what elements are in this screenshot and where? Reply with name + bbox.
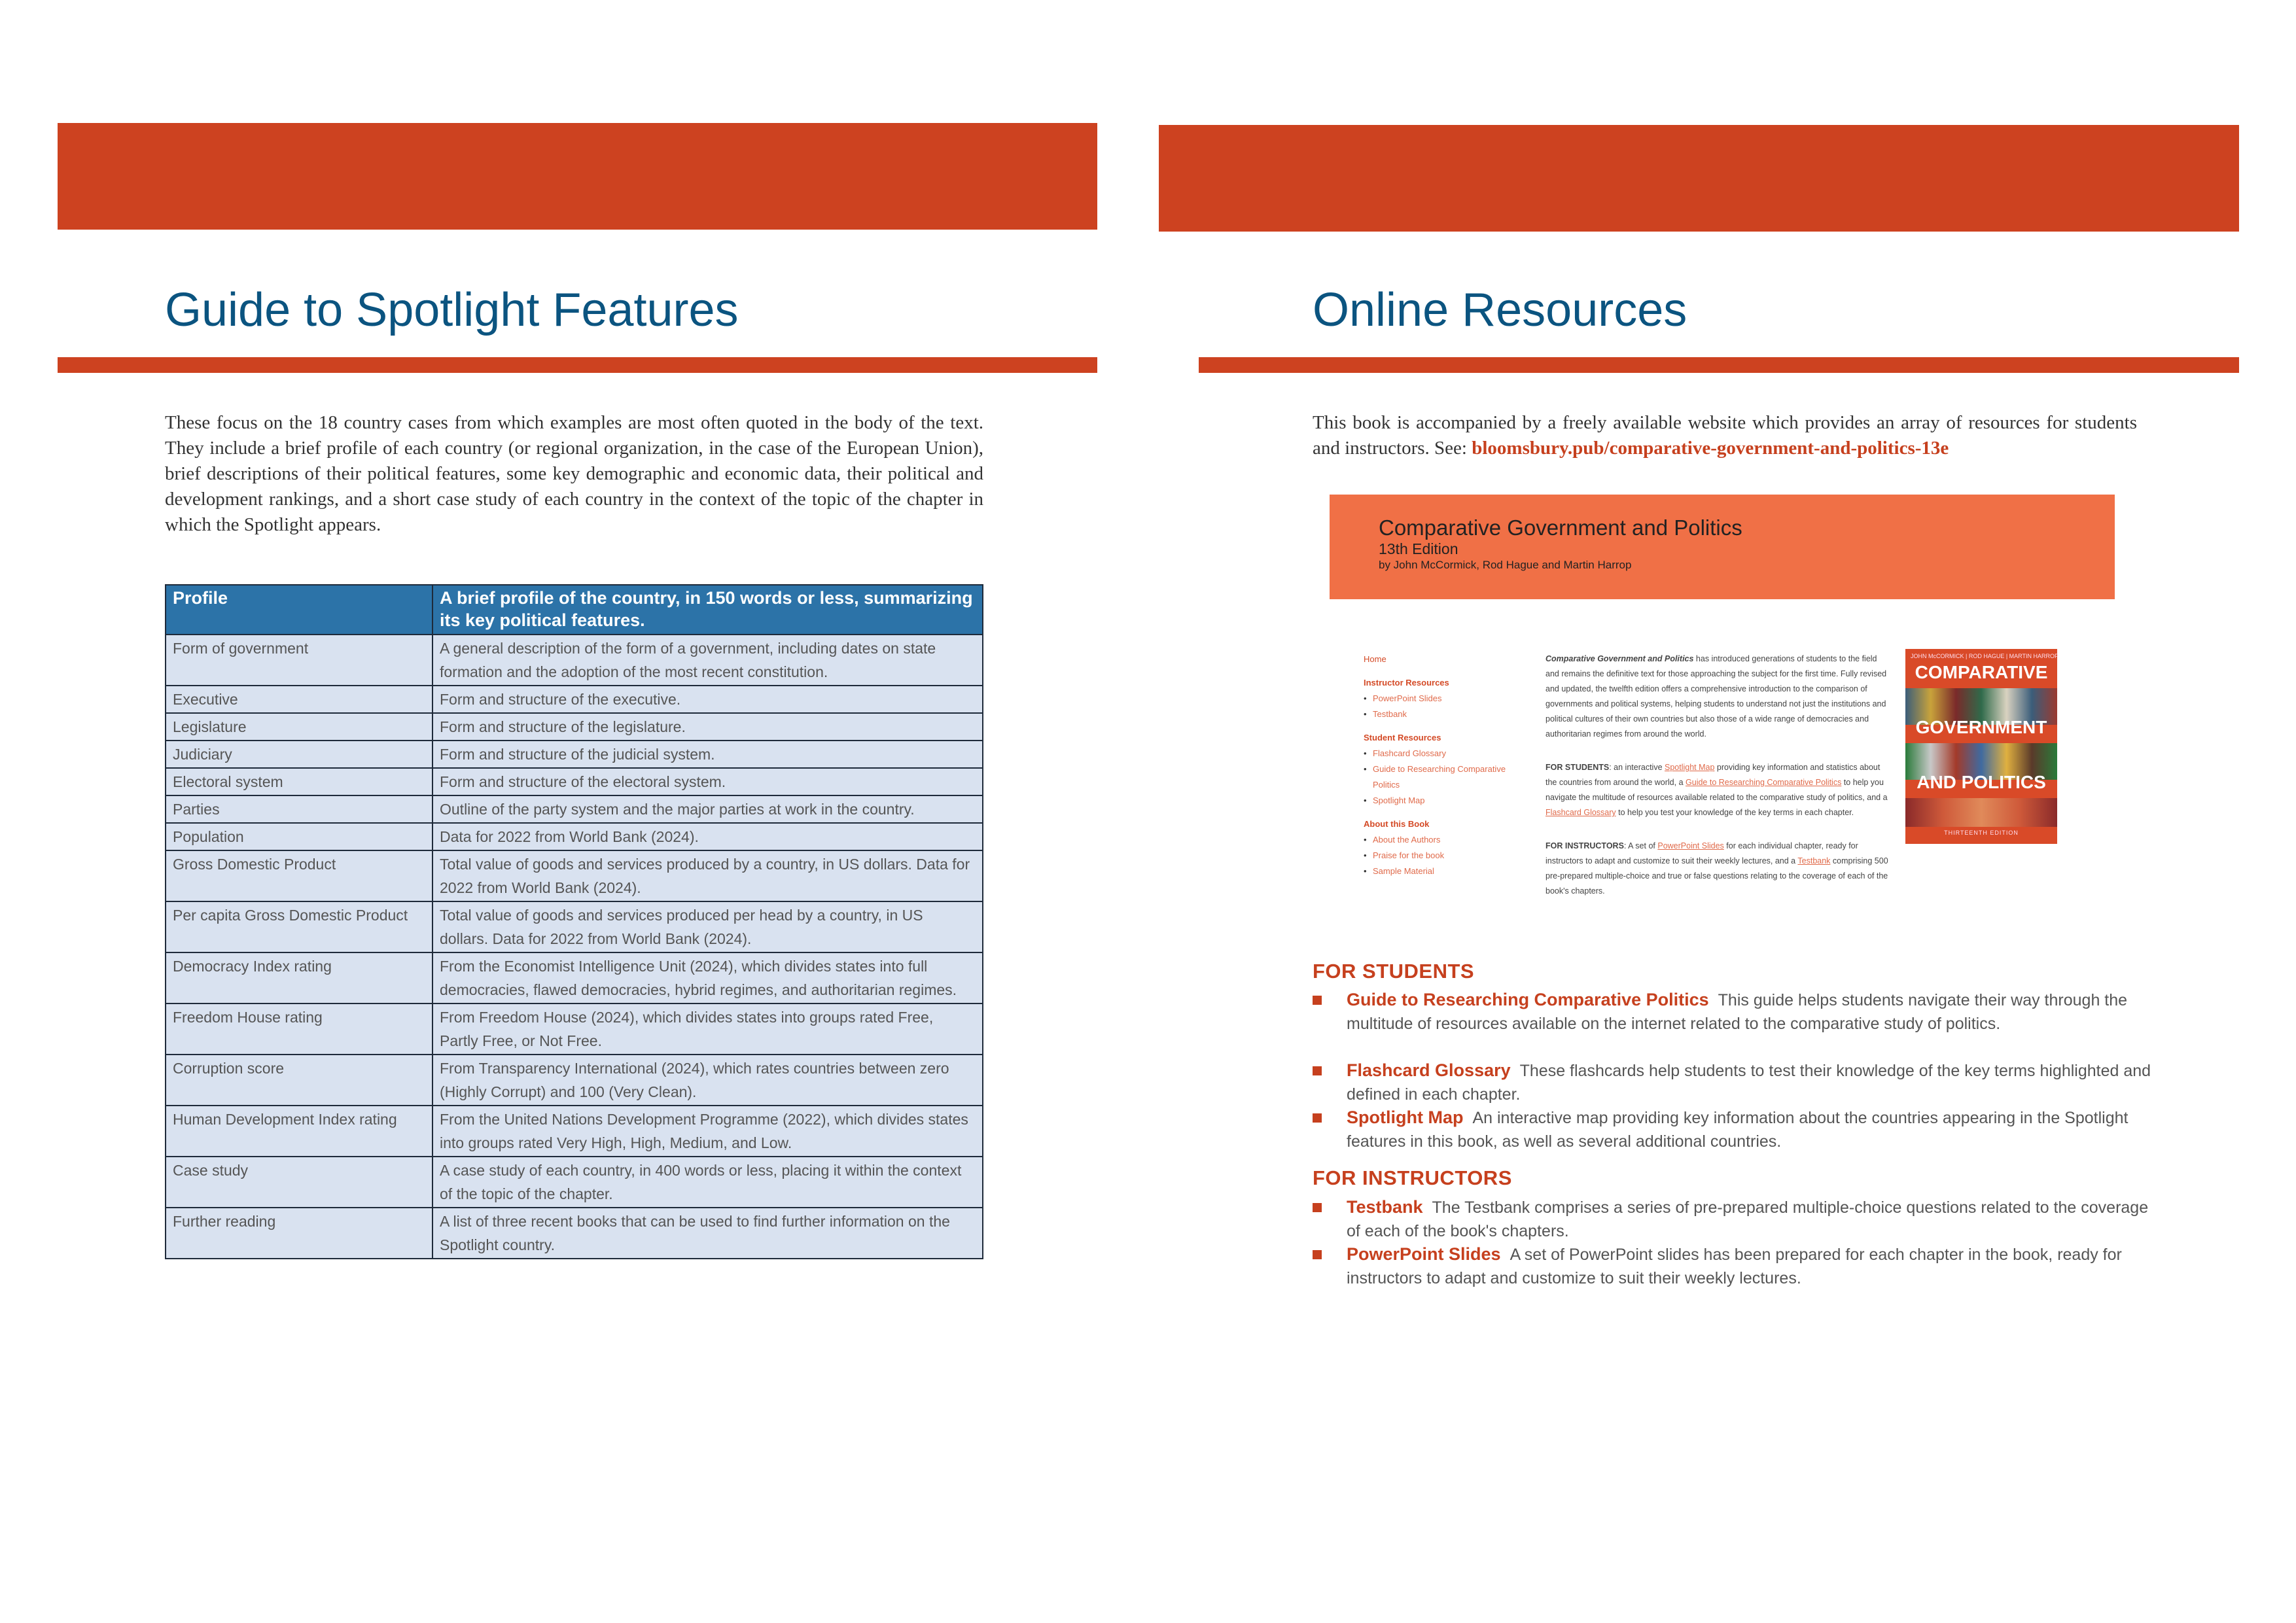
table-cell-description: Form and structure of the judicial system. — [433, 741, 983, 768]
table-cell-label: Legislature — [166, 713, 433, 741]
table-cell-label: Democracy Index rating — [166, 952, 433, 1003]
table-cell-description: From the United Nations Development Programme (2022), which divides states into groups rated Very High, High, Medium, and Low. — [433, 1106, 983, 1157]
nav-link-praise[interactable]: • Praise for the book — [1364, 848, 1521, 864]
online-resources-intro — [1313, 410, 2137, 461]
table-cell-label: Case study — [166, 1157, 433, 1208]
table-cell-label: Freedom House rating — [166, 1003, 433, 1055]
cover-edition: THIRTEENTH EDITION — [1944, 829, 2019, 836]
list-item — [1313, 1242, 2163, 1290]
table-cell-label: Corruption score — [166, 1055, 433, 1106]
nav-link-guide[interactable]: • Guide to Researching Comparative Politics — [1364, 761, 1521, 793]
table-row — [166, 823, 983, 850]
table-row — [166, 850, 983, 901]
bullet-square-icon — [1313, 1113, 1322, 1123]
list-item — [1313, 1106, 2163, 1153]
nav-about-heading[interactable]: About this Book — [1364, 819, 1430, 829]
book-cover-image[interactable] — [1905, 649, 2057, 844]
website-nav — [1364, 652, 1521, 879]
students-label: FOR STUDENTS — [1545, 763, 1610, 772]
website-intro-text: has introduced generations of students to the field and remains the definitive text for those approaching the subject for the first time. Fully revised and updated, the twelfth edition offers a comprehensive introduction to the comparison of governments and political systems, helping students to understand not just the institutions and political cultures of their own countries but also those of a wide range of democracies and authoritarian regimes from around the world. — [1545, 654, 1887, 739]
table-cell-description: From Freedom House (2024), which divides states into groups rated Free, Partly Free, or Not Free. — [433, 1003, 983, 1055]
list-item — [1313, 1195, 2163, 1243]
bullet-square-icon — [1313, 996, 1322, 1005]
body-link-spotlight-map[interactable]: Spotlight Map — [1665, 763, 1715, 772]
resource-name: Guide to Researching Comparative Politics — [1347, 990, 1709, 1009]
table-cell-label: Population — [166, 823, 433, 850]
table-cell-label: Further reading — [166, 1208, 433, 1259]
table-cell-description: Total value of goods and services produced per head by a country, in US dollars. Data for 2022 from World Bank (2024). — [433, 901, 983, 952]
text-fragment: : an interactive — [1609, 763, 1665, 772]
website-authors: by John McCormick, Rod Hague and Martin Harrop — [1379, 559, 1632, 571]
table-row — [166, 901, 983, 952]
website-title: Comparative Government and Politics — [1379, 515, 1742, 540]
list-item — [1313, 988, 2163, 1036]
table-row — [166, 1157, 983, 1208]
website-body-text — [1545, 652, 1892, 917]
cover-photo-strip — [1905, 798, 2057, 827]
table-row — [166, 1106, 983, 1157]
list-item — [1313, 1058, 2163, 1106]
table-cell-label: Electoral system — [166, 768, 433, 795]
left-header-band — [58, 123, 1097, 230]
table-cell-description: From Transparency International (2024), which rates countries between zero (Highly Corrupt) and 100 (Very Clean). — [433, 1055, 983, 1106]
bullet-square-icon — [1313, 1250, 1322, 1259]
nav-link-testbank[interactable]: • Testbank — [1364, 707, 1521, 722]
intro-text: This book is accompanied by a freely available website which provides an array of resources for students and instructors. See: — [1313, 412, 2137, 459]
text-fragment: for each individual chapter, ready for instructors to adapt and customize to suit their weekly lectures, and a — [1545, 841, 1858, 865]
table-header-cell: A brief profile of the country, in 150 words or less, summarizing its key political features. — [433, 585, 983, 635]
text-fragment: to help you test your knowledge of the key terms in each chapter. — [1616, 808, 1854, 817]
resource-description: An interactive map providing key information about the countries appearing in the Spotlight features in this book, as well as several additional countries. — [1347, 1109, 2128, 1151]
resource-description: These flashcards help students to test their knowledge of the key terms highlighted and defined in each chapter. — [1347, 1062, 2151, 1104]
table-row — [166, 741, 983, 768]
table-cell-description: Data for 2022 from World Bank (2024). — [433, 823, 983, 850]
website-banner — [1330, 495, 2115, 599]
table-cell-label: Parties — [166, 795, 433, 823]
spotlight-features-table — [165, 584, 983, 1259]
cover-title-line2: GOVERNMENT — [1915, 717, 2047, 737]
left-title-rule — [58, 357, 1097, 373]
nav-home-link[interactable]: Home — [1364, 654, 1386, 664]
table-cell-description: Form and structure of the legislature. — [433, 713, 983, 741]
table-row — [166, 686, 983, 713]
table-cell-description: A case study of each country, in 400 words or less, placing it within the context of the topic of the chapter. — [433, 1157, 983, 1208]
website-instructors-paragraph — [1545, 839, 1892, 899]
bullet-square-icon — [1313, 1203, 1322, 1212]
cover-title-line1: COMPARATIVE — [1915, 662, 2048, 682]
table-cell-description: Form and structure of the executive. — [433, 686, 983, 713]
right-title-rule — [1199, 357, 2239, 373]
nav-instructor-heading[interactable]: Instructor Resources — [1364, 678, 1449, 688]
resource-name: Spotlight Map — [1347, 1108, 1464, 1127]
table-cell-label: Gross Domestic Product — [166, 850, 433, 901]
page-title-online-resources: Online Resources — [1313, 284, 1687, 336]
nav-student-heading[interactable]: Student Resources — [1364, 733, 1441, 742]
page-title-spotlight: Guide to Spotlight Features — [165, 284, 739, 336]
table-cell-description: Total value of goods and services produced by a country, in US dollars. Data for 2022 from World Bank (2024). — [433, 850, 983, 901]
website-edition: 13th Edition — [1379, 540, 1458, 557]
table-cell-description: From the Economist Intelligence Unit (2024), which divides states into full democracies, flawed democracies, hybrid regimes, and authoritarian regimes. — [433, 952, 983, 1003]
table-row — [166, 952, 983, 1003]
body-link-powerpoint[interactable]: PowerPoint Slides — [1657, 841, 1724, 850]
cover-authors: JOHN McCORMICK | ROD HAGUE | MARTIN HARROP — [1911, 653, 2059, 659]
table-row — [166, 1003, 983, 1055]
resource-description: The Testbank comprises a series of pre-prepared multiple-choice questions related to the coverage of each of the book's chapters. — [1347, 1198, 2149, 1240]
nav-link-sample[interactable]: • Sample Material — [1364, 864, 1521, 879]
website-students-paragraph — [1545, 760, 1892, 820]
website-intro-paragraph — [1545, 652, 1892, 742]
table-cell-label: Executive — [166, 686, 433, 713]
table-cell-label: Judiciary — [166, 741, 433, 768]
bullet-square-icon — [1313, 1066, 1322, 1075]
table-cell-description: A general description of the form of a government, including dates on state formation and the adoption of the most recent constitution. — [433, 635, 983, 686]
resource-name: Testbank — [1347, 1197, 1423, 1217]
resource-description: A set of PowerPoint slides has been prepared for each chapter in the book, ready for instructors to adapt and customize to suit their weekly lectures. — [1347, 1246, 2122, 1287]
table-row — [166, 768, 983, 795]
table-row — [166, 713, 983, 741]
text-fragment: providing key information and statistics about the countries from around the world, a — [1545, 763, 1881, 787]
nav-link-powerpoint[interactable]: • PowerPoint Slides — [1364, 691, 1521, 707]
website-screenshot — [1330, 495, 2115, 926]
table-cell-description: Outline of the party system and the major parties at work in the country. — [433, 795, 983, 823]
table-row — [166, 1055, 983, 1106]
nav-link-flashcard[interactable]: • Flashcard Glossary — [1364, 746, 1521, 761]
resource-description: This guide helps students navigate their way through the multitude of resources available on the internet related to the comparative study of politics. — [1347, 991, 2128, 1033]
body-link-guide[interactable]: Guide to Researching Comparative Politics — [1686, 778, 1842, 787]
table-cell-description: Form and structure of the electoral system. — [433, 768, 983, 795]
text-fragment: : A set of — [1623, 841, 1658, 850]
body-link-flashcard[interactable]: Flashcard Glossary — [1545, 808, 1616, 817]
table-row — [166, 795, 983, 823]
for-instructors-heading: FOR INSTRUCTORS — [1313, 1166, 1512, 1189]
cover-title-line3: AND POLITICS — [1916, 772, 2046, 792]
nav-link-spotlight-map[interactable]: • Spotlight Map — [1364, 793, 1521, 809]
for-students-heading: FOR STUDENTS — [1313, 960, 1475, 983]
body-link-testbank[interactable]: Testbank — [1797, 856, 1831, 865]
table-header-cell: Profile — [166, 585, 433, 635]
table-header-row — [166, 585, 983, 635]
table-cell-label: Human Development Index rating — [166, 1106, 433, 1157]
spotlight-intro-paragraph: These focus on the 18 country cases from which examples are most often quoted in the body of the text. They include a brief profile of each country (or regional organization, in the case of the European Union), brief descriptions of their political features, some key demographic and economic data, their political and development rankings, and a short case study of each country in the context of the topic of the chapter in which the Spotlight appears. — [165, 412, 983, 535]
text-fragment: to help you navigate the multitude of resources available related to the comparative study of politics, and a — [1545, 778, 1888, 802]
resource-name: PowerPoint Slides — [1347, 1244, 1501, 1264]
text-fragment: comprising 500 pre-prepared multiple-choice and true or false questions relating to the coverage of each of the book's chapters. — [1545, 856, 1888, 896]
nav-link-authors[interactable]: • About the Authors — [1364, 832, 1521, 848]
instructors-label: FOR INSTRUCTORS — [1545, 841, 1624, 850]
table-cell-label: Form of government — [166, 635, 433, 686]
table-row — [166, 635, 983, 686]
table-cell-description: A list of three recent books that can be used to find further information on the Spotlight country. — [433, 1208, 983, 1259]
website-url-link[interactable]: bloomsbury.pub/comparative-government-and-politics-13e — [1472, 438, 1949, 459]
resource-name: Flashcard Glossary — [1347, 1060, 1511, 1080]
book-title-italic: Comparative Government and Politics — [1545, 654, 1694, 663]
right-header-band — [1159, 125, 2239, 232]
table-cell-label: Per capita Gross Domestic Product — [166, 901, 433, 952]
table-row — [166, 1208, 983, 1259]
